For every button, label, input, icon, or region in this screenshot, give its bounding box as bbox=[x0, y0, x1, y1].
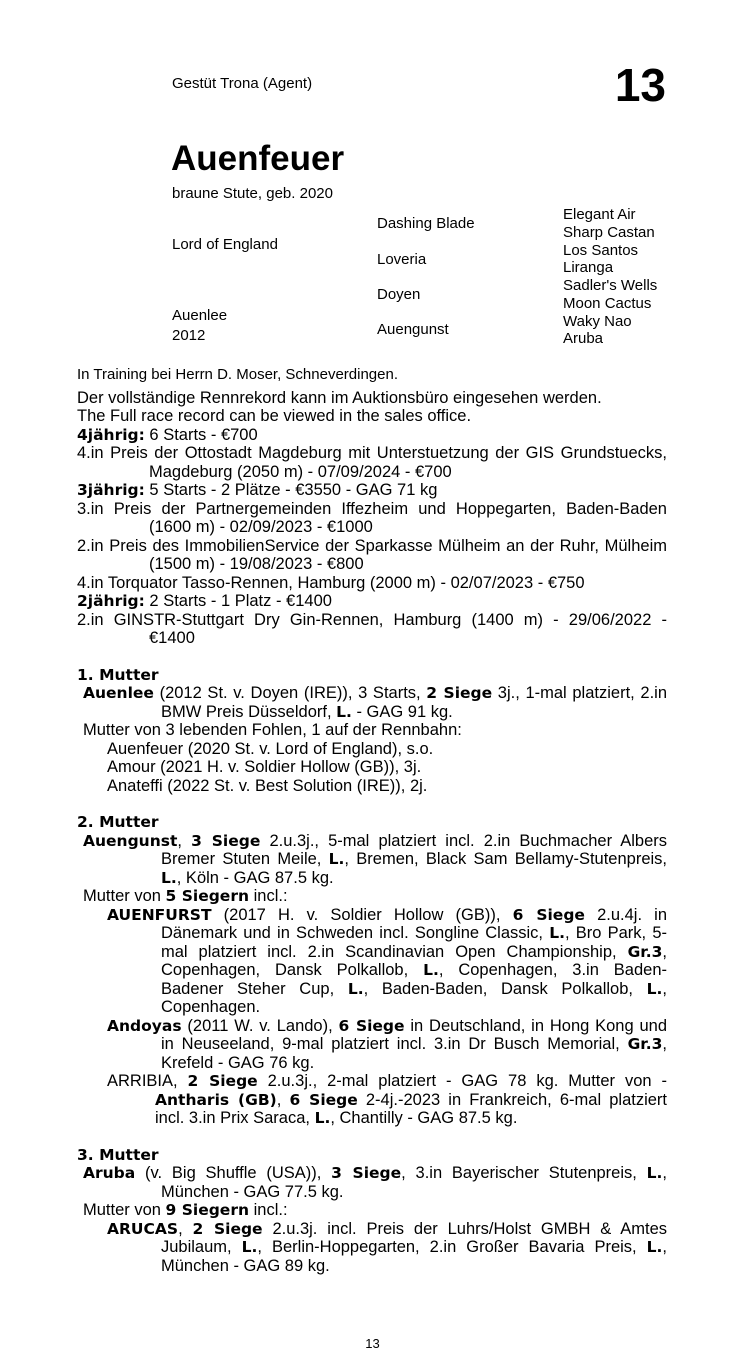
age4-summary: 4jährig: 6 Starts - €700 bbox=[77, 425, 258, 444]
pedigree-sire-dam: Loveria bbox=[377, 251, 427, 268]
dam2-offspring-arribia: ARRIBIA, 2 Siege 2.u.3j., 2-mal platziert - GAG 78 kg. Mutter von - Antharis (GB), 6 Siege 2-4j.-2023 in Frankreich, 6-mal platziert incl. 3.in Prix Saraca, L., Chantilly - GAG 87.5 kg. bbox=[107, 1072, 668, 1127]
dam3-record: Aruba (v. Big Shuffle (USA)), 3 Siege, 3.in Bayerischer Stutenpreis, L., München - GAG 77.5 kg. bbox=[83, 1164, 667, 1201]
page-number: 13 bbox=[365, 1336, 380, 1351]
dam1-record: Auenlee (2012 St. v. Doyen (IRE)), 3 Starts, 2 Siege 3j., 1-mal platziert, 2.in BMW Preis Düsseldorf, L. - GAG 91 kg. bbox=[83, 684, 667, 721]
age3-race-3: 4.in Torquator Tasso-Rennen, Hamburg (2000 m) - 02/07/2023 - €750 bbox=[77, 573, 585, 592]
pedigree-sire-sire: Dashing Blade bbox=[377, 215, 475, 232]
dam2-produce-intro: Mutter von 5 Siegern incl.: bbox=[83, 887, 288, 905]
age2-summary: 2jährig: 2 Starts - 1 Platz - €1400 bbox=[77, 592, 332, 610]
pedigree-g6: Moon Cactus bbox=[563, 295, 652, 312]
pedigree-dam-dam: Auengunst bbox=[377, 321, 449, 338]
dam1-heading: 1. Mutter bbox=[77, 665, 159, 684]
horse-name: Auenfeuer bbox=[171, 139, 345, 178]
pedigree-g7: Waky Nao bbox=[563, 313, 632, 330]
pedigree-sire: Lord of England bbox=[172, 236, 278, 253]
dam2-offspring-auenfurst: AUENFURST (2017 H. v. Soldier Hollow (GB)), 6 Siege 2.u.4j. in Dänemark und in Schweden incl. Songline Classic, L., Bro Park, 5-mal platziert incl. 2.in Scandinavian Open Championship, Gr.3, Copenhagen, Dansk Polkallob, L., Copenhagen, 3.in Baden-Badener Steher Cup, L., Baden-Baden, Dansk Polkallob, L., Copenhagen. bbox=[107, 905, 668, 1016]
dam2-heading: 2. Mutter bbox=[77, 813, 159, 831]
age3-race-1: 3.in Preis der Partnergemeinden Iffezheim und Hoppegarten, Baden-Baden (1600 m) - 02/09/2023 - €1000 bbox=[77, 499, 667, 536]
horse-description: braune Stute, geb. 2020 bbox=[172, 185, 333, 202]
dam1-produce-intro: Mutter von 3 lebenden Fohlen, 1 auf der Rennbahn: bbox=[83, 721, 462, 739]
pedigree-dam-sire: Doyen bbox=[377, 286, 421, 303]
age2-label: 2jährig: bbox=[77, 592, 145, 610]
dam3-offspring-arucas: ARUCAS, 2 Siege 2.u.3j. incl. Preis der Luhrs/Holst GMBH & Amtes Jubilaum, L., Berlin-Hoppegarten, 2.in Großer Bavaria Preis, L., München - GAG 89 kg. bbox=[107, 1219, 668, 1275]
training-note: In Training bei Herrn D. Moser, Schneverdingen. bbox=[77, 366, 398, 383]
consignor: Gestüt Trona (Agent) bbox=[172, 75, 313, 92]
pedigree-g4: Liranga bbox=[563, 259, 614, 276]
dam3-produce-intro: Mutter von 9 Siegern incl.: bbox=[83, 1201, 288, 1219]
age3-label: 3jährig: bbox=[77, 481, 145, 499]
age4-label: 4jährig: bbox=[77, 425, 145, 444]
pedigree-g1: Elegant Air bbox=[563, 206, 636, 223]
pedigree-g2: Sharp Castan bbox=[563, 224, 655, 241]
dam1-foal-3: Anateffi (2022 St. v. Best Solution (IRE)), 2j. bbox=[107, 776, 428, 795]
record-note-de: Der vollständige Rennrekord kann im Auktionsbüro eingesehen werden. bbox=[77, 388, 602, 407]
age3-race-2: 2.in Preis des ImmobilienService der Sparkasse Mülheim an der Ruhr, Mülheim (1500 m) - 19/08/2023 - €800 bbox=[77, 536, 667, 573]
dam2-offspring-andoyas: Andoyas (2011 W. v. Lando), 6 Siege in Deutschland, in Hong Kong und in Neuseeland, 9-mal platziert incl. 3.in Dr Busch Memorial, Gr.3, Krefeld - GAG 76 kg. bbox=[107, 1016, 668, 1072]
pedigree-g5: Sadler's Wells bbox=[563, 277, 658, 294]
race-record-content bbox=[77, 366, 667, 1275]
pedigree-g8: Aruba bbox=[563, 330, 604, 347]
dam1-foal-1: Auenfeuer (2020 St. v. Lord of England), s.o. bbox=[107, 739, 434, 758]
record-note-en: The Full race record can be viewed in the sales office. bbox=[77, 407, 472, 425]
dam2-record: Auengunst, 3 Siege 2.u.3j., 5-mal platziert incl. 2.in Buchmacher Albers Bremer Stuten Meile, L., Bremen, Black Sam Bellamy-Stutenpreis, L., Köln - GAG 87.5 kg. bbox=[83, 831, 668, 887]
lot-number: 13 bbox=[614, 59, 666, 111]
pedigree-dam-year: 2012 bbox=[172, 327, 206, 344]
pedigree-g3: Los Santos bbox=[563, 242, 639, 259]
age2-race-1: 2.in GINSTR-Stuttgart Dry Gin-Rennen, Hamburg (1400 m) - 29/06/2022 - €1400 bbox=[77, 610, 667, 647]
age3-summary: 3jährig: 5 Starts - 2 Plätze - €3550 - GAG 71 kg bbox=[77, 481, 438, 499]
dam3-heading: 3. Mutter bbox=[77, 1145, 159, 1164]
age4-race-1: 4.in Preis der Ottostadt Magdeburg mit Unterstuetzung der GIS Grundstuecks, Magdeburg (2050 m) - 07/09/2024 - €700 bbox=[77, 444, 667, 481]
pedigree-dam: Auenlee bbox=[172, 307, 228, 324]
dam1-foal-2: Amour (2021 H. v. Soldier Hollow (GB)), 3j. bbox=[107, 758, 422, 776]
